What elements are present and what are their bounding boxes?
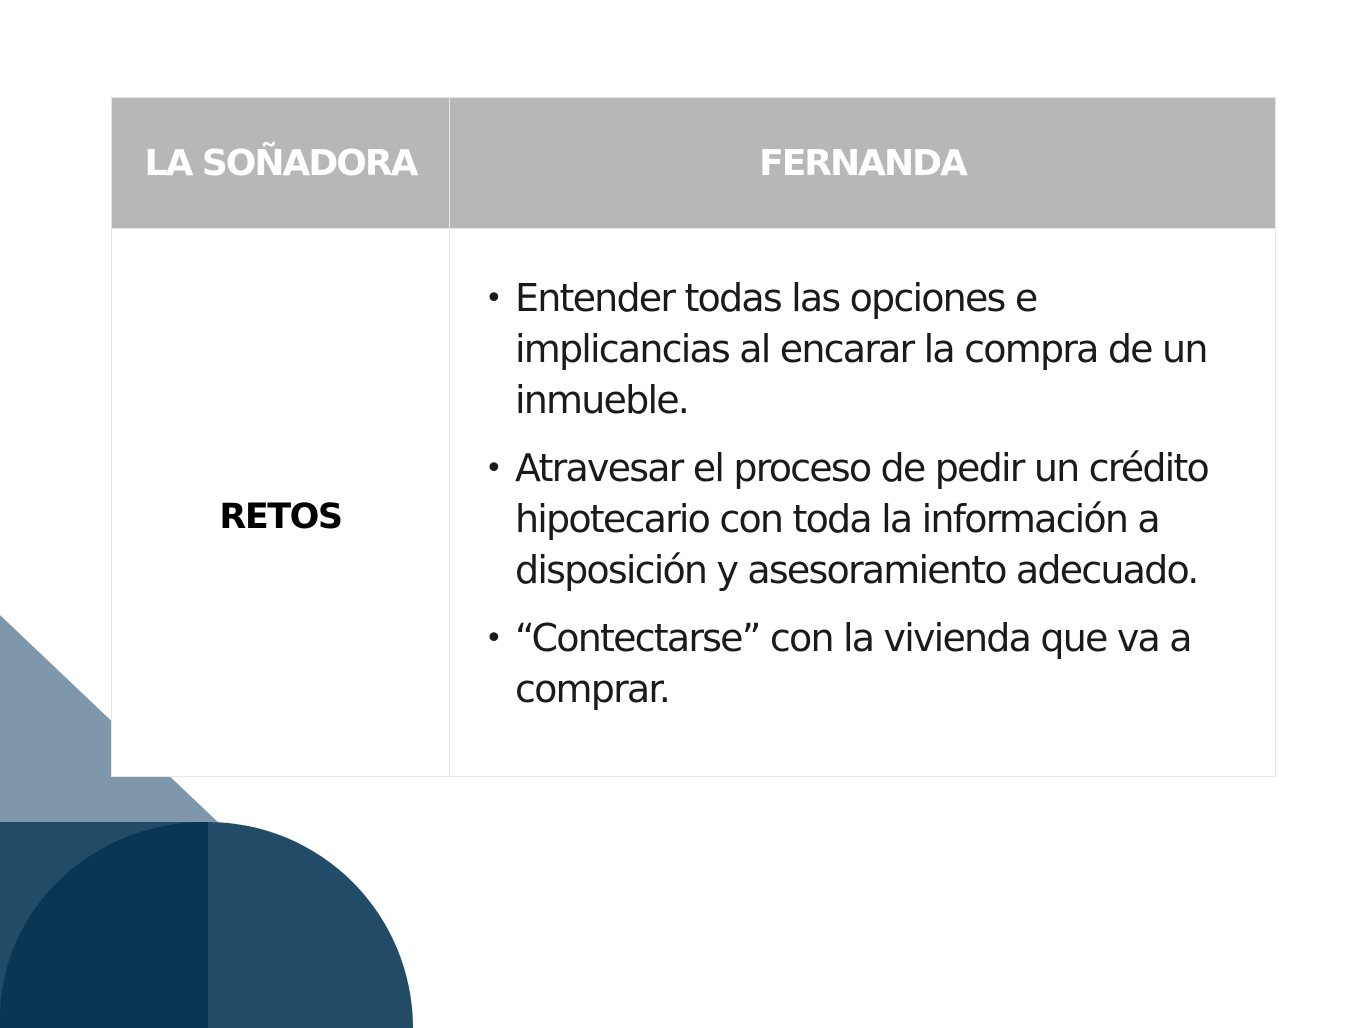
bullet-icon: • [485,621,501,656]
bullet-icon: • [485,281,501,316]
list-item-text: “Contectarse” con la vivienda que va a comprar. [515,616,1191,711]
bullet-icon: • [485,451,501,486]
challenges-list [485,273,1255,715]
list-item-text: Atravesar el proceso de pedir un crédito hipotecario con toda la información a disposición y asesoramiento adecuado. [515,446,1208,592]
table-header-row [112,98,1276,229]
header-persona-type: LA SOÑADORA [112,98,450,229]
list-item [485,613,1255,715]
header-persona-name: FERNANDA [450,98,1276,229]
persona-table [111,97,1276,777]
mid-quarter-circle-shape [208,822,413,1028]
challenges-cell [450,229,1276,777]
list-item [485,443,1255,596]
list-item [485,273,1255,426]
table-row [112,229,1276,777]
row-label-retos: RETOS [112,229,450,777]
list-item-text: Entender todas las opciones e implicancias al encarar la compra de un inmueble. [515,276,1207,422]
